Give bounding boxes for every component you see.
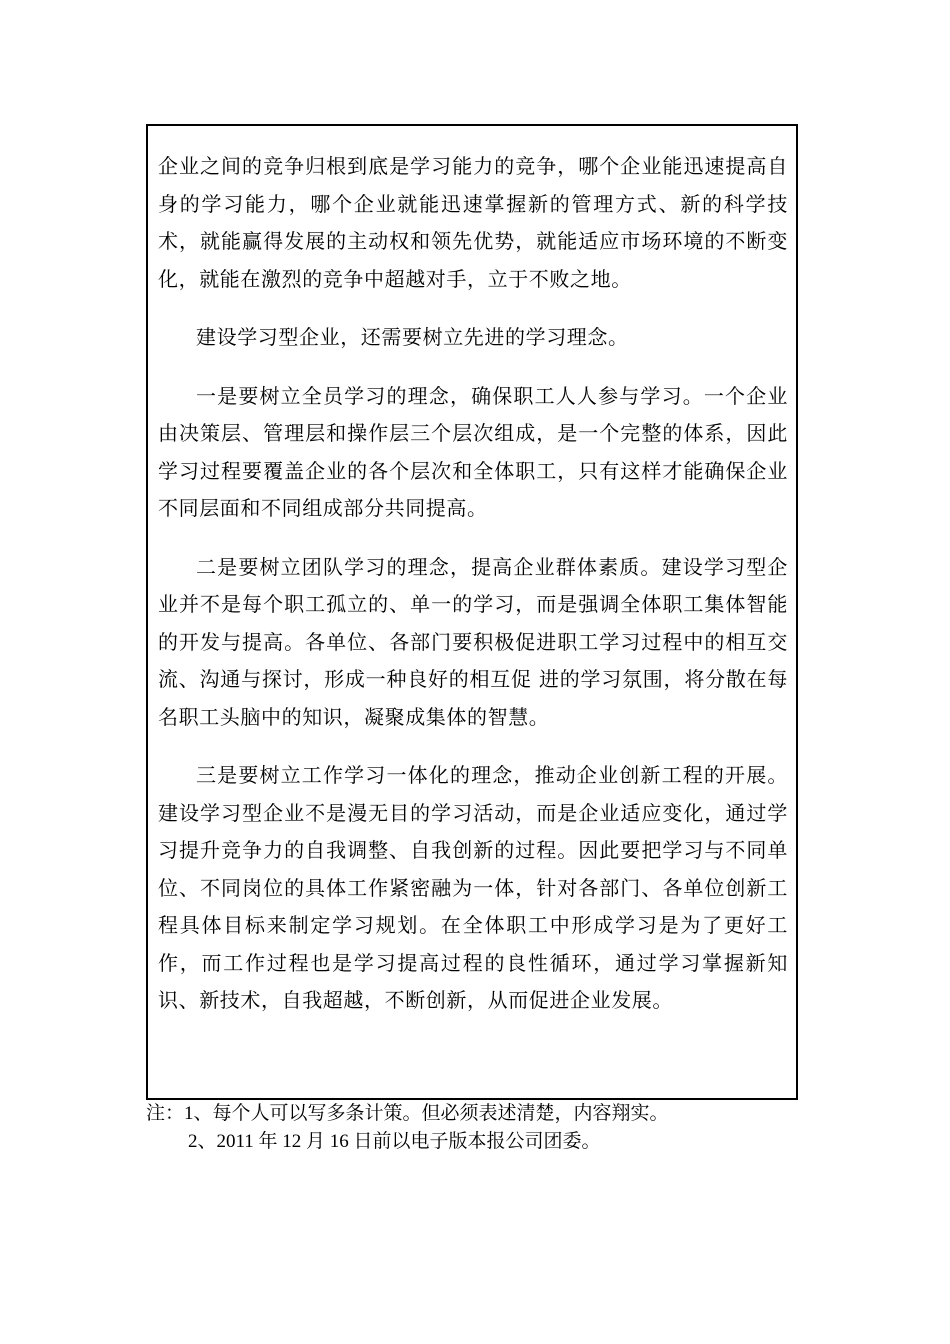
paragraph-4: 二是要树立团队学习的理念，提高企业群体素质。建设学习型企业并不是每个职工孤立的、单一的学习，而是强调全体职工集体智能的开发与提高。各单位、各部门要积极促进职工学习过程中的相互交流、沟通与探讨，形成一种良好的相互促 进的学习氛围，将分散在每名职工头脑中的知识，凝聚成集体的智慧。 [158, 554, 788, 729]
paragraph-2: 建设学习型企业，还需要树立先进的学习理念。 [196, 325, 629, 349]
paragraph-5: 三是要树立工作学习一体化的理念，推动企业创新工程的开展。建设学习型企业不是漫无目的学习活动，而是企业适应变化，通过学习提升竞争力的自我调整、自我创新的过程。因此要把学习与不同单位、不同岗位的具体工作紧密融为一体，针对各部门、各单位创新工程具体目标来制定学习规划。在全体职工中形成学习是为了更好工作，而工作过程也是学习提高过程的良性循环，通过学习掌握新知识、新技术，自我超越，不断创新，从而促进企业发展。 [158, 763, 788, 1012]
paragraph-3: 一是要树立全员学习的理念，确保职工人人参与学习。一个企业由决策层、管理层和操作层三个层次组成，是一个完整的体系，因此学习过程要覆盖企业的各个层次和全体职工，只有这样才能确保企业不同层面和不同组成部分共同提高。 [158, 383, 788, 520]
notes [146, 1100, 806, 1156]
content-box [146, 124, 798, 1100]
paragraph-1: 企业之间的竞争归根到底是学习能力的竞争，哪个企业能迅速提高自身的学习能力，哪个企业就能迅速掌握新的管理方式、新的科学技术，就能赢得发展的主动权和领先优势，就能适应市场环境的不断变化，就能在激烈的竞争中超越对手，立于不败之地。 [158, 154, 788, 291]
note-line-1: 注：1、每个人可以写多条计策。但必须表述清楚，内容翔实。 [146, 1103, 669, 1124]
note-line-2: 2、2011 年 12 月 16 日前以电子版本报公司团委。 [188, 1131, 601, 1152]
